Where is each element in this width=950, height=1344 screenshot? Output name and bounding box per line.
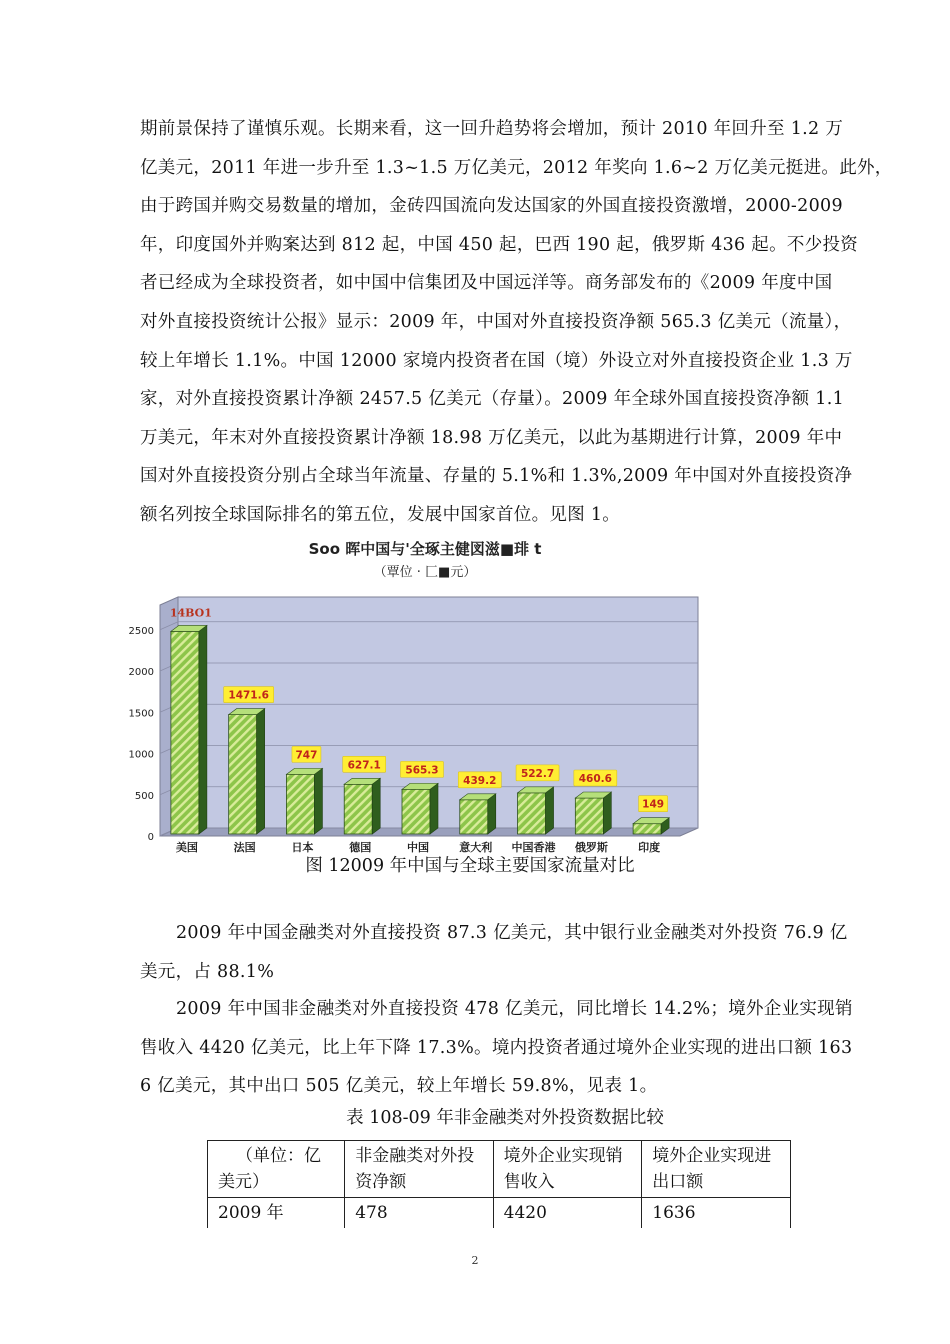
table-header-row xyxy=(208,1141,791,1198)
table-header-cell: 非金融类对外投资净额 xyxy=(345,1141,493,1198)
text-line: 由于跨国并购交易数量的增加，金砖四国流向发达国家的外国直接投资激增，2000-2009 xyxy=(140,196,843,217)
table-caption: 表 108-09 年非金融类对外投资数据比较 xyxy=(346,1108,664,1128)
table-cell: 478 xyxy=(345,1198,493,1229)
value-label: 439.2 xyxy=(463,774,497,787)
value-label: 149 xyxy=(642,798,665,811)
table-header-cell: （单位：亿美元） xyxy=(208,1141,345,1198)
text-line: 对外直接投资统计公报》显示：2009 年，中国对外直接投资净额 565.3 亿美元（流量）， xyxy=(140,311,852,332)
value-label: 627.1 xyxy=(347,759,381,772)
text-line: 年，印度国外并购案达到 812 起，中国 450 起，巴西 190 起，俄罗斯 436 起。不少投资 xyxy=(140,234,859,255)
value-label: 14BO1 xyxy=(169,606,212,620)
bar-side xyxy=(603,792,611,834)
chart-title: Soo 晖中国与'全琢主健図滋■琲 t xyxy=(308,540,542,558)
x-category-label: 德国 xyxy=(349,841,372,854)
text-line: 亿美元，2011 年进一步升至 1.3~1.5 万亿美元，2012 年奖向 1.6~2 万亿美元挺进。此外， xyxy=(140,157,893,178)
text-line: 售收入 4420 亿美元，比上年下降 17.3%。境内投资者通过境外企业实现的进出口额 163 xyxy=(140,1037,853,1058)
y-axis-ticks xyxy=(129,626,154,843)
y-tick-label: 1500 xyxy=(128,708,154,720)
bar-side xyxy=(199,625,207,834)
text-line: 额名列按全球国际排名的第五位，发展中国家首位。见图 1。 xyxy=(140,504,621,525)
text-line: 2009 年中国非金融类对外直接投资 478 亿美元，同比增长 14.2%；境外企业实现销 xyxy=(176,999,853,1019)
table-header-cell: 境外企业实现进出口额 xyxy=(642,1141,791,1198)
text-line: 2009 年中国金融类对外直接投资 87.3 亿美元，其中银行业金融类对外投资 76.9 亿 xyxy=(176,923,848,943)
x-category-label: 俄罗斯 xyxy=(574,841,608,854)
body-paragraph-2 xyxy=(140,914,870,991)
y-tick-label: 2000 xyxy=(128,667,154,678)
bar-side xyxy=(488,794,496,834)
x-category-label: 法国 xyxy=(233,841,256,854)
text-line: 万美元，年末对外直接投资累计净额 18.98 万亿美元，以此为基期进行计算，2009 年中 xyxy=(140,427,843,448)
text-line: 国对外直接投资分别占全球当年流量、存量的 5.1%和 1.3%,2009 年中国对外直接投资净 xyxy=(140,466,853,487)
text-line: 较上年增长 1.1%。中国 12000 家境内投资者在国（境）外设立对外直接投资企业 1.3 万 xyxy=(140,350,853,371)
text-line: 期前景保持了谨慎乐观。长期来看，这一回升趋势将会增加，预计 2010 年回升至 1.2 万 xyxy=(140,119,844,139)
y-tick-label: 500 xyxy=(134,790,154,802)
bar-front xyxy=(460,800,488,834)
x-category-label: 意大利 xyxy=(459,841,493,854)
body-paragraph-3 xyxy=(140,990,870,1106)
chart-subtitle: （覃位 · 匚■元） xyxy=(373,565,477,580)
figure-caption: 图 12009 年中国与全球主要国家流量对比 xyxy=(305,856,635,876)
value-label: 565.3 xyxy=(405,764,439,777)
text-line: 美元，占 88.1% xyxy=(140,961,275,982)
bar-front xyxy=(344,784,372,834)
bar-front xyxy=(575,798,603,834)
text-line: 者已经成为全球投资者，如中国中信集团及中国远洋等。商务部发布的《2009 年度中国 xyxy=(140,273,833,294)
bar-side xyxy=(314,768,322,834)
x-category-label: 印度 xyxy=(638,841,661,854)
x-category-label: 中国香港 xyxy=(511,841,556,854)
table-cell: 2009 年 xyxy=(208,1198,345,1229)
text-line: 家，对外直接投资累计净额 2457.5 亿美元（存量）。2009 年全球外国直接投资净额 1.1 xyxy=(140,389,844,410)
x-category-label: 日本 xyxy=(291,841,314,854)
x-category-label: 中国 xyxy=(407,841,429,854)
bar-front xyxy=(286,774,314,834)
bar-front xyxy=(518,793,546,834)
table-cell: 1636 xyxy=(642,1198,791,1229)
page-number: 2 xyxy=(471,1254,479,1267)
y-tick-label: 0 xyxy=(147,832,154,843)
bar-side xyxy=(430,783,438,834)
x-category-label: 美国 xyxy=(175,841,198,854)
y-tick-label: 2500 xyxy=(128,625,154,637)
bar-side xyxy=(546,787,554,834)
bar-side xyxy=(257,709,265,834)
bar-front xyxy=(402,789,430,834)
value-label: 460.6 xyxy=(578,773,612,786)
table-header-cell: 境外企业实现销售收入 xyxy=(493,1141,642,1198)
value-label: 1471.6 xyxy=(228,689,269,702)
text-line: 6 亿美元，其中出口 505 亿美元，较上年增长 59.8%，见表 1。 xyxy=(140,1076,658,1097)
value-label: 522.7 xyxy=(520,767,555,780)
body-paragraph-1 xyxy=(140,110,893,535)
bar-side xyxy=(372,778,380,834)
y-tick-label: 1000 xyxy=(128,749,154,761)
value-label: 747 xyxy=(295,749,318,762)
bar-front xyxy=(171,631,199,834)
bar-front xyxy=(229,715,257,834)
table-row xyxy=(208,1198,791,1229)
data-table xyxy=(207,1140,791,1228)
bar-chart xyxy=(120,585,710,855)
bar-front xyxy=(633,824,661,834)
table-cell: 4420 xyxy=(493,1198,642,1229)
